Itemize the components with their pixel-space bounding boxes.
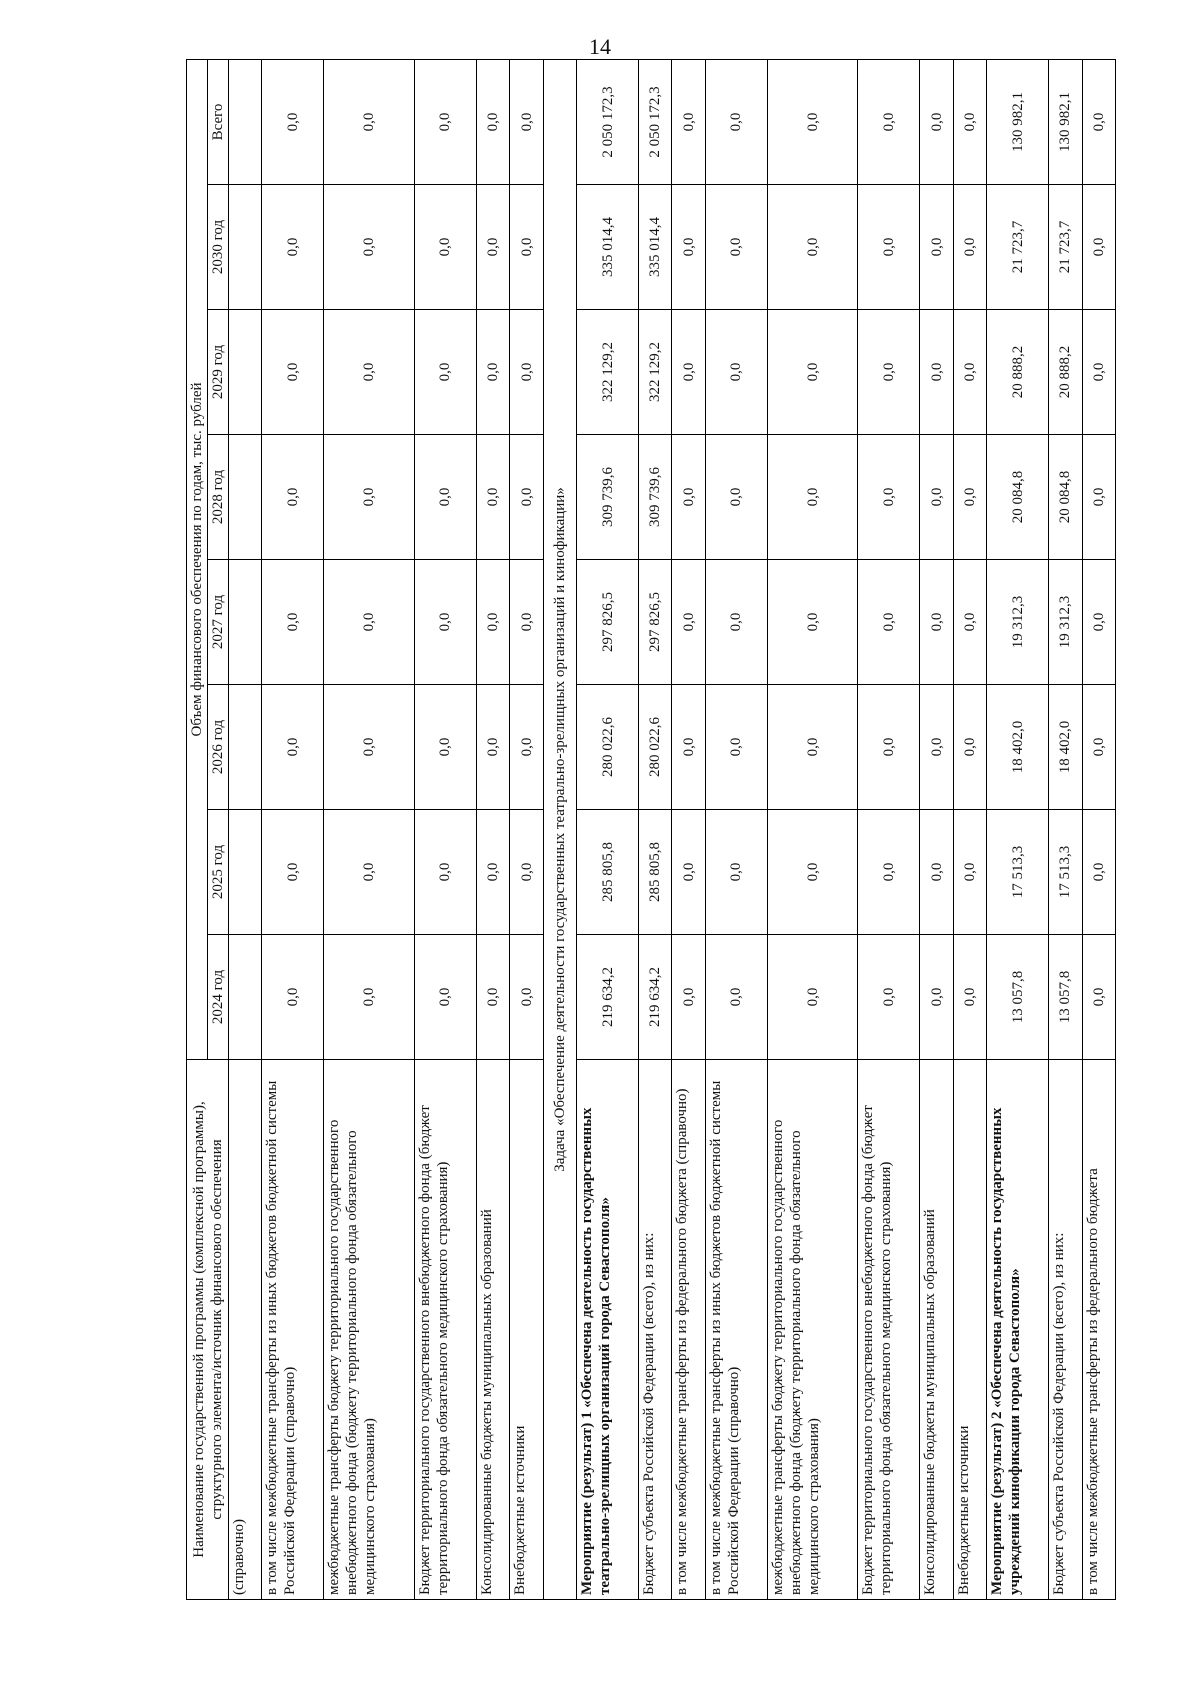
row-year-cell [229, 685, 262, 810]
row-label: (справочно) [229, 1060, 262, 1600]
row-year-cell: 0,0 [414, 560, 476, 685]
row-year-cell: 0,0 [705, 435, 767, 560]
table-row [229, 59, 262, 1599]
row-year-cell: 0,0 [324, 435, 415, 560]
table-row [476, 59, 509, 1599]
row-year-cell: 0,0 [1082, 935, 1115, 1060]
row-year-cell: 18 402,0 [1049, 685, 1082, 810]
table-row [953, 59, 986, 1599]
row-year-cell: 0,0 [262, 310, 324, 435]
row-total-cell: 2 050 172,3 [577, 59, 639, 184]
row-year-cell: 0,0 [476, 435, 509, 560]
row-year-cell: 0,0 [705, 810, 767, 935]
table-row [324, 59, 415, 1599]
row-year-cell: 0,0 [510, 435, 543, 560]
row-year-cell: 0,0 [414, 810, 476, 935]
row-year-cell: 0,0 [476, 810, 509, 935]
header-total: Всего [208, 59, 229, 184]
row-year-cell: 0,0 [414, 685, 476, 810]
row-label: Бюджет субъекта Российской Федерации (всего), из них: [639, 1060, 672, 1600]
row-year-cell: 20 084,8 [1049, 435, 1082, 560]
row-year-cell: 0,0 [858, 310, 920, 435]
row-year-cell: 0,0 [767, 810, 858, 935]
row-year-cell: 0,0 [414, 435, 476, 560]
row-year-cell: 0,0 [672, 560, 705, 685]
row-year-cell: 0,0 [672, 935, 705, 1060]
row-year-cell: 0,0 [476, 185, 509, 310]
header-year: 2030 год [208, 185, 229, 310]
row-year-cell: 0,0 [767, 560, 858, 685]
row-total-cell: 0,0 [767, 59, 858, 184]
row-year-cell: 0,0 [767, 935, 858, 1060]
row-year-cell: 285 805,8 [577, 810, 639, 935]
row-year-cell: 0,0 [262, 435, 324, 560]
row-year-cell [229, 935, 262, 1060]
row-year-cell: 309 739,6 [577, 435, 639, 560]
row-year-cell: 0,0 [705, 560, 767, 685]
row-year-cell: 0,0 [920, 810, 953, 935]
header-year: 2024 год [208, 935, 229, 1060]
row-year-cell: 0,0 [953, 185, 986, 310]
row-year-cell: 0,0 [953, 935, 986, 1060]
row-label: Внебюджетные источники [510, 1060, 543, 1600]
row-year-cell: 17 513,3 [1049, 810, 1082, 935]
row-label: Консолидированные бюджеты муниципальных образований [476, 1060, 509, 1600]
table-body-section-a [229, 59, 544, 1599]
row-year-cell: 0,0 [672, 435, 705, 560]
row-year-cell [229, 435, 262, 560]
row-year-cell: 0,0 [476, 560, 509, 685]
row-year-cell: 20 888,2 [1049, 310, 1082, 435]
table-row [920, 59, 953, 1599]
row-label: в том числе межбюджетные трансферты из федерального бюджета (справочно) [672, 1060, 705, 1600]
row-year-cell: 0,0 [510, 310, 543, 435]
row-total-cell: 0,0 [324, 59, 415, 184]
row-label: Внебюджетные источники [953, 1060, 986, 1600]
row-year-cell: 0,0 [767, 685, 858, 810]
row-label: Мероприятие (результат) 2 «Обеспечена деятельность государственных учреждений кинофикации города Севастополя» [987, 1060, 1049, 1600]
row-year-cell: 335 014,4 [639, 185, 672, 310]
row-year-cell: 0,0 [476, 935, 509, 1060]
row-year-cell: 0,0 [705, 935, 767, 1060]
row-label: в том числе межбюджетные трансферты из иных бюджетов бюджетной системы Российской Федерации (справочно) [705, 1060, 767, 1600]
row-year-cell: 18 402,0 [987, 685, 1049, 810]
row-year-cell: 0,0 [1082, 435, 1115, 560]
row-year-cell: 0,0 [705, 185, 767, 310]
row-year-cell: 0,0 [414, 935, 476, 1060]
row-year-cell: 0,0 [324, 935, 415, 1060]
row-year-cell: 0,0 [920, 435, 953, 560]
task-row [543, 59, 576, 1599]
row-year-cell: 20 084,8 [987, 435, 1049, 560]
table-body-section-b [577, 59, 1116, 1599]
row-year-cell: 0,0 [920, 185, 953, 310]
row-year-cell [229, 185, 262, 310]
row-year-cell: 0,0 [767, 435, 858, 560]
row-year-cell: 0,0 [510, 185, 543, 310]
row-year-cell: 0,0 [767, 185, 858, 310]
row-label: межбюджетные трансферты бюджету территориального государственного внебюджетного фонда (бюджету территориального фонда обязательного медицинского страхования) [767, 1060, 858, 1600]
row-year-cell: 20 888,2 [987, 310, 1049, 435]
row-year-cell: 0,0 [953, 310, 986, 435]
row-year-cell: 0,0 [858, 435, 920, 560]
row-year-cell: 0,0 [953, 685, 986, 810]
table-row [1082, 59, 1115, 1599]
row-total-cell: 0,0 [262, 59, 324, 184]
row-year-cell: 0,0 [476, 685, 509, 810]
row-year-cell: 0,0 [858, 685, 920, 810]
row-year-cell: 0,0 [953, 560, 986, 685]
table-row [262, 59, 324, 1599]
row-year-cell: 0,0 [920, 935, 953, 1060]
row-total-cell: 0,0 [858, 59, 920, 184]
row-year-cell: 0,0 [705, 310, 767, 435]
header-group-title: Объем финансового обеспечения по годам, тыс. рублей [187, 59, 208, 1059]
row-year-cell: 0,0 [672, 185, 705, 310]
header-year: 2025 год [208, 810, 229, 935]
row-label: Бюджет субъекта Российской Федерации (всего), из них: [1049, 1060, 1082, 1600]
row-year-cell: 335 014,4 [577, 185, 639, 310]
row-year-cell: 0,0 [672, 810, 705, 935]
row-total-cell: 130 982,1 [987, 59, 1049, 184]
row-year-cell: 219 634,2 [639, 935, 672, 1060]
row-year-cell: 0,0 [1082, 685, 1115, 810]
row-year-cell: 0,0 [767, 310, 858, 435]
row-year-cell: 219 634,2 [577, 935, 639, 1060]
row-total-cell: 0,0 [672, 59, 705, 184]
row-year-cell: 0,0 [858, 935, 920, 1060]
header-row-group [187, 59, 208, 1599]
row-year-cell: 0,0 [262, 685, 324, 810]
row-year-cell: 0,0 [953, 810, 986, 935]
financing-table-container [186, 86, 1116, 1600]
header-year: 2029 год [208, 310, 229, 435]
row-year-cell: 0,0 [1082, 810, 1115, 935]
financing-table [186, 59, 1116, 1600]
row-year-cell: 0,0 [1082, 560, 1115, 685]
row-year-cell: 309 739,6 [639, 435, 672, 560]
table-row [1049, 59, 1082, 1599]
header-name-column: Наименование государственной программы (комплексной программы), структурного элемента/источник финансового обеспечения [187, 1060, 229, 1600]
row-year-cell: 21 723,7 [987, 185, 1049, 310]
row-year-cell: 0,0 [1082, 185, 1115, 310]
row-year-cell: 280 022,6 [639, 685, 672, 810]
row-year-cell: 0,0 [920, 310, 953, 435]
row-year-cell: 0,0 [510, 935, 543, 1060]
row-year-cell: 0,0 [672, 685, 705, 810]
table-row [767, 59, 858, 1599]
row-total-cell: 0,0 [476, 59, 509, 184]
row-year-cell: 0,0 [324, 560, 415, 685]
row-total-cell: 0,0 [920, 59, 953, 184]
row-year-cell: 0,0 [262, 185, 324, 310]
row-year-cell: 0,0 [476, 310, 509, 435]
row-year-cell: 0,0 [858, 810, 920, 935]
row-total-cell: 0,0 [414, 59, 476, 184]
task-title: Задача «Обеспечение деятельности государственных театрально-зрелищных организаций и кинофикации» [543, 59, 576, 1599]
row-year-cell: 0,0 [920, 560, 953, 685]
row-year-cell: 0,0 [1082, 310, 1115, 435]
row-year-cell: 322 129,2 [639, 310, 672, 435]
row-year-cell: 0,0 [953, 435, 986, 560]
row-year-cell: 322 129,2 [577, 310, 639, 435]
row-year-cell: 13 057,8 [1049, 935, 1082, 1060]
row-year-cell: 0,0 [414, 185, 476, 310]
row-total-cell: 0,0 [705, 59, 767, 184]
table-row [414, 59, 476, 1599]
row-year-cell: 0,0 [324, 310, 415, 435]
row-year-cell [229, 560, 262, 685]
row-label: Бюджет территориального государственного внебюджетного фонда (бюджет территориального фонда обязательного медицинского страхования) [858, 1060, 920, 1600]
header-year: 2026 год [208, 685, 229, 810]
row-total-cell: 130 982,1 [1049, 59, 1082, 184]
table-body-task [543, 59, 576, 1599]
row-year-cell: 297 826,5 [577, 560, 639, 685]
row-total-cell: 0,0 [953, 59, 986, 184]
table-row [510, 59, 543, 1599]
row-label: Мероприятие (результат) 1 «Обеспечена деятельность государственных театрально-зрелищных организаций города Севастополя» [577, 1060, 639, 1600]
row-year-cell: 21 723,7 [1049, 185, 1082, 310]
table-row [705, 59, 767, 1599]
row-label: Бюджет территориального государственного внебюджетного фонда (бюджет территориального фонда обязательного медицинского страхования) [414, 1060, 476, 1600]
row-label: Консолидированные бюджеты муниципальных образований [920, 1060, 953, 1600]
table-row [858, 59, 920, 1599]
row-year-cell: 297 826,5 [639, 560, 672, 685]
row-year-cell: 280 022,6 [577, 685, 639, 810]
row-year-cell: 0,0 [262, 560, 324, 685]
row-year-cell: 0,0 [920, 685, 953, 810]
row-year-cell: 0,0 [262, 810, 324, 935]
row-year-cell [229, 810, 262, 935]
row-label: в том числе межбюджетные трансферты из иных бюджетов бюджетной системы Российской Федерации (справочно) [262, 1060, 324, 1600]
table-row [987, 59, 1049, 1599]
row-label: в том числе межбюджетные трансферты из федерального бюджета [1082, 1060, 1115, 1600]
row-label: межбюджетные трансферты бюджету территориального государственного внебюджетного фонда (бюджету территориального фонда обязательного медицинского страхования) [324, 1060, 415, 1600]
table-row [672, 59, 705, 1599]
row-year-cell: 0,0 [324, 185, 415, 310]
row-total-cell: 2 050 172,3 [639, 59, 672, 184]
row-year-cell: 0,0 [262, 935, 324, 1060]
row-year-cell: 0,0 [324, 685, 415, 810]
table-row [639, 59, 672, 1599]
row-year-cell: 0,0 [858, 560, 920, 685]
row-total-cell: 0,0 [1082, 59, 1115, 184]
row-year-cell: 0,0 [858, 185, 920, 310]
row-year-cell: 13 057,8 [987, 935, 1049, 1060]
table-row [577, 59, 639, 1599]
row-year-cell: 0,0 [672, 310, 705, 435]
row-total-cell [229, 59, 262, 184]
row-year-cell: 0,0 [510, 560, 543, 685]
page-number: 14 [589, 34, 611, 59]
header-year: 2028 год [208, 435, 229, 560]
header-year: 2027 год [208, 560, 229, 685]
row-year-cell: 19 312,3 [1049, 560, 1082, 685]
row-year-cell: 285 805,8 [639, 810, 672, 935]
row-year-cell: 0,0 [414, 310, 476, 435]
row-year-cell: 19 312,3 [987, 560, 1049, 685]
row-total-cell: 0,0 [510, 59, 543, 184]
row-year-cell: 0,0 [510, 685, 543, 810]
row-year-cell: 0,0 [324, 810, 415, 935]
row-year-cell [229, 310, 262, 435]
row-year-cell: 0,0 [510, 810, 543, 935]
row-year-cell: 17 513,3 [987, 810, 1049, 935]
row-year-cell: 0,0 [705, 685, 767, 810]
